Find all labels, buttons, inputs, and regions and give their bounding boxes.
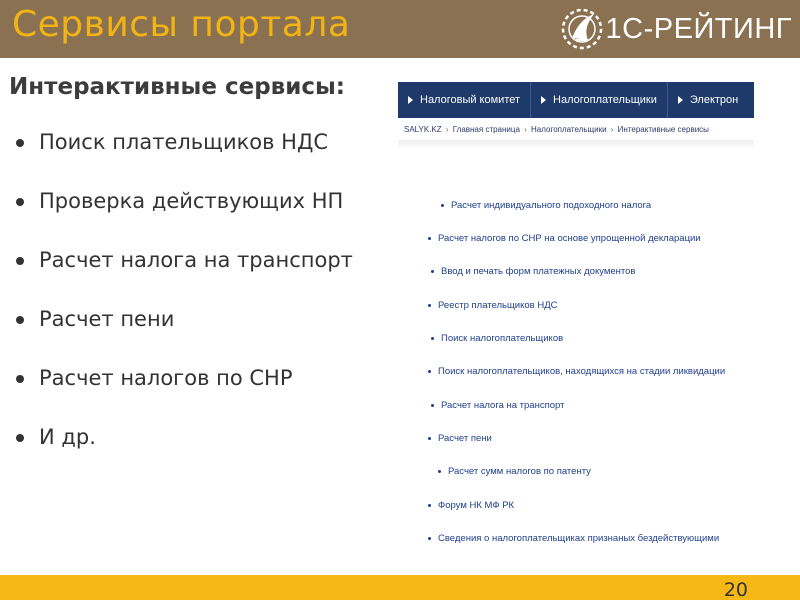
bullet-icon <box>431 270 434 273</box>
service-link[interactable] <box>428 233 701 244</box>
brand-logo <box>554 2 792 56</box>
service-link[interactable] <box>431 266 635 277</box>
bullet-icon <box>431 337 434 340</box>
bullet-icon <box>16 434 24 442</box>
breadcrumb <box>404 125 709 134</box>
service-link-text: Форум НК МФ РК <box>438 500 515 511</box>
service-link-text: Расчет индивидуального подоходного налога <box>451 200 652 211</box>
section-heading: Интерактивные сервисы: <box>9 74 345 100</box>
breadcrumb-separator: › <box>443 125 451 134</box>
services-bullet-list <box>10 130 353 484</box>
service-link[interactable] <box>441 200 651 211</box>
service-link[interactable] <box>428 500 514 511</box>
bullet-icon <box>16 316 24 324</box>
bullet-text: Поиск плательщиков НДС <box>39 130 329 154</box>
service-link-text: Поиск налогоплательщиков, находящихся на стадии ликвидации <box>438 366 726 377</box>
bullet-text: Расчет пени <box>39 307 175 331</box>
bullet-icon <box>428 437 431 440</box>
arrow-right-icon <box>408 96 413 104</box>
bullet-icon <box>441 204 444 207</box>
nav-item-taxpayers[interactable] <box>531 82 668 118</box>
breadcrumb-divider <box>398 140 754 150</box>
bullet-icon <box>16 198 24 206</box>
logo-text: 1С-РЕЙТИНГ <box>605 12 792 45</box>
bullet-icon <box>16 375 24 383</box>
breadcrumb-separator: › <box>608 125 616 134</box>
bullet-icon <box>438 470 441 473</box>
service-link[interactable] <box>431 400 564 411</box>
breadcrumb-separator: › <box>521 125 530 134</box>
bullet-icon <box>431 404 434 407</box>
logo-emblem-icon <box>554 4 610 54</box>
bullet-item <box>10 248 353 307</box>
bullet-item <box>10 189 353 248</box>
bullet-icon <box>428 370 431 373</box>
bullet-icon <box>428 237 431 240</box>
service-link[interactable] <box>428 433 492 444</box>
nav-item-label: Электрон <box>689 94 739 106</box>
service-link[interactable] <box>428 366 725 377</box>
slide-title: Сервисы портала <box>12 4 351 45</box>
bullet-icon <box>428 537 431 540</box>
service-link-text: Расчет налогов по СНР на основе упрощенной декларации <box>438 233 701 244</box>
service-link-text: Ввод и печать форм платежных документов <box>441 266 636 277</box>
service-link[interactable] <box>431 333 563 344</box>
nav-item-label: Налоговый комитет <box>420 94 521 106</box>
page-number: 20 <box>723 579 748 601</box>
service-link-text: Реестр плательщиков НДС <box>438 300 558 311</box>
service-link[interactable] <box>428 300 558 311</box>
service-link-text: Расчет налога на транспорт <box>441 400 565 411</box>
service-link-text: Поиск налогоплательщиков <box>441 333 564 344</box>
nav-item-electronic[interactable] <box>668 82 748 118</box>
service-link[interactable] <box>438 466 591 477</box>
arrow-right-icon <box>678 96 683 104</box>
arrow-right-icon <box>541 96 546 104</box>
service-link-text: Сведения о налогоплательщиках признаных бездействующими <box>438 533 720 544</box>
bullet-text: Расчет налогов по СНР <box>39 366 293 390</box>
breadcrumb-site[interactable]: SALYK.KZ <box>404 125 442 134</box>
slide-footer <box>0 575 800 600</box>
bullet-icon <box>16 257 24 265</box>
breadcrumb-section[interactable]: Налогоплательщики <box>531 125 607 134</box>
slide-header <box>0 0 800 58</box>
service-link[interactable] <box>428 533 719 544</box>
portal-nav-bar <box>398 82 754 118</box>
bullet-item <box>10 425 353 484</box>
bullet-icon <box>428 504 431 507</box>
nav-item-label: Налогоплательщики <box>553 94 657 106</box>
bullet-item <box>10 366 353 425</box>
bullet-item <box>10 307 353 366</box>
breadcrumb-home[interactable]: Главная страница <box>452 125 520 134</box>
service-link-text: Расчет сумм налогов по патенту <box>448 466 591 477</box>
bullet-text: Расчет налога на транспорт <box>39 248 353 272</box>
bullet-item <box>10 130 353 189</box>
bullet-text: И др. <box>39 425 96 449</box>
breadcrumb-current: Интерактивные сервисы <box>617 125 709 134</box>
nav-item-tax-committee[interactable] <box>398 82 531 118</box>
portal-screenshot <box>398 82 754 560</box>
bullet-icon <box>16 139 24 147</box>
service-link-text: Расчет пени <box>438 433 492 444</box>
bullet-text: Проверка действующих НП <box>39 189 344 213</box>
bullet-icon <box>428 304 431 307</box>
